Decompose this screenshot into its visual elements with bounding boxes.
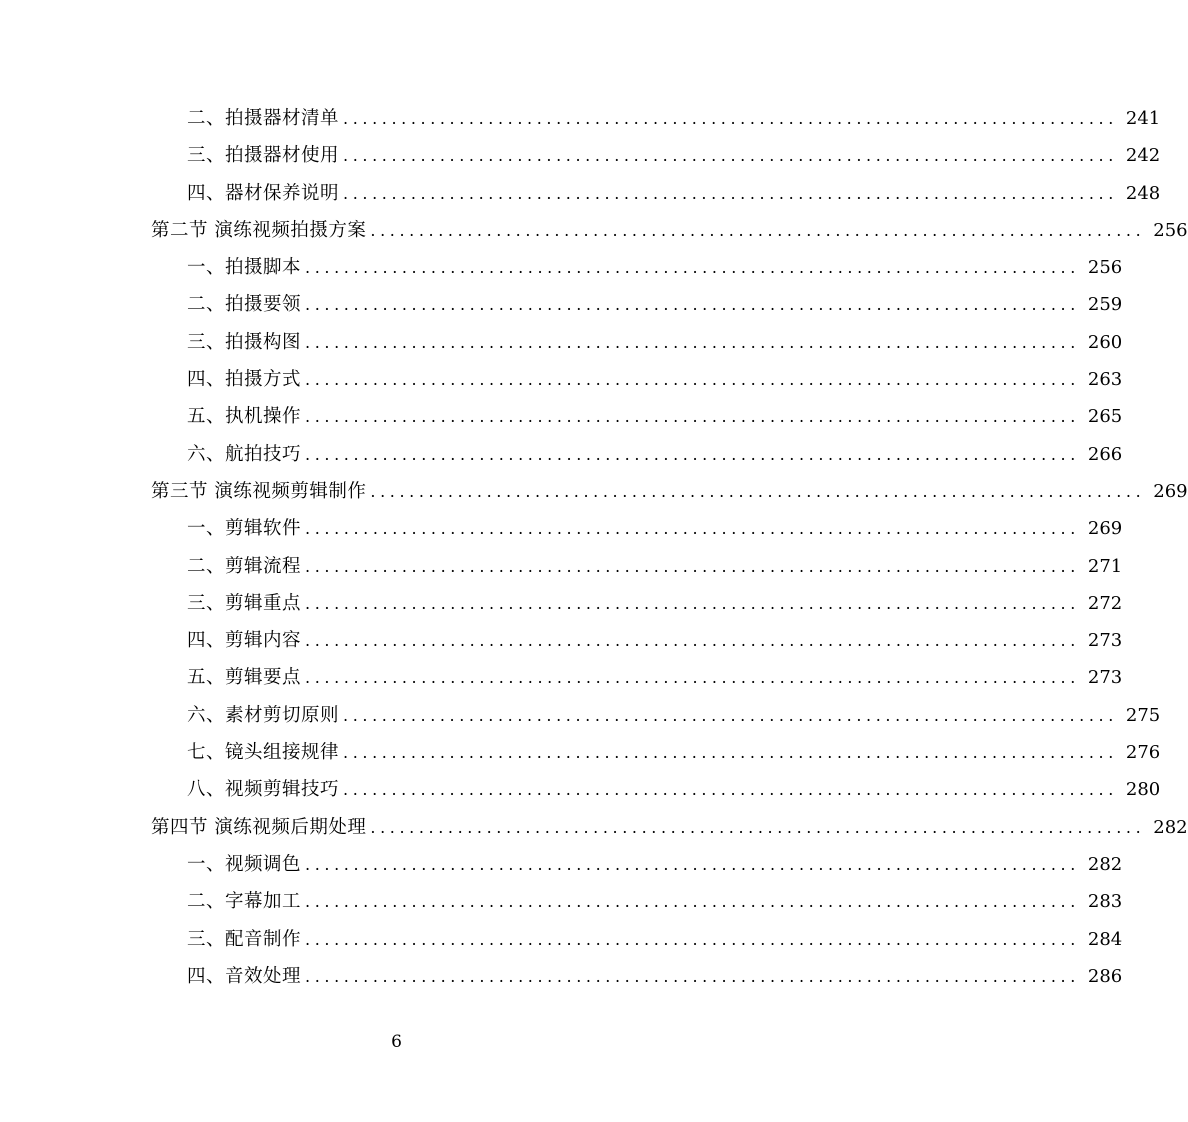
- toc-subsection-entry: [0, 921, 1123, 958]
- toc-dot-leader: ................................................................................: [343, 109, 1118, 128]
- toc-entry-page: 276: [1125, 742, 1161, 764]
- toc-entry-page: 283: [1087, 891, 1123, 913]
- toc-dot-leader: ................................................................................: [305, 854, 1080, 874]
- toc-entry-title: 三、拍摄器材使用: [187, 145, 340, 167]
- toc-entry-page: 286: [1087, 965, 1123, 987]
- toc-entry-title: 四、拍摄方式: [187, 369, 302, 391]
- toc-entry-title: 第二节 演练视频拍摄方案: [151, 219, 367, 241]
- toc-entry-page: 282: [1153, 816, 1188, 838]
- toc-entry-page: 272: [1087, 592, 1123, 614]
- toc-entry-title: 五、执机操作: [187, 406, 302, 428]
- toc-entry-page: 273: [1087, 667, 1123, 689]
- toc-subsection-entry: [0, 249, 1123, 286]
- toc-entry-page: 260: [1087, 331, 1123, 353]
- toc-entry-page: 273: [1087, 630, 1123, 652]
- toc-dot-leader: ................................................................................: [305, 295, 1080, 315]
- toc-section-entry: [0, 473, 1188, 510]
- toc-dot-leader: ................................................................................: [370, 817, 1146, 837]
- toc-dot-leader: ................................................................................: [370, 220, 1146, 240]
- toc-dot-leader: ................................................................................: [305, 892, 1080, 912]
- toc-dot-leader: ................................................................................: [343, 705, 1118, 725]
- toc-dot-leader: ................................................................................: [305, 668, 1080, 688]
- toc-dot-leader: ................................................................................: [305, 966, 1080, 986]
- toc-dot-leader: ................................................................................: [305, 593, 1080, 613]
- page-number: 6: [391, 1032, 402, 1052]
- toc-dot-leader: ................................................................................: [305, 631, 1080, 651]
- toc-dot-leader: ................................................................................: [343, 146, 1118, 166]
- toc-subsection-entry: [0, 659, 1123, 696]
- toc-dot-leader: ................................................................................: [305, 519, 1080, 539]
- toc-subsection-entry: [0, 734, 1161, 771]
- toc-entry-page: 271: [1087, 555, 1123, 577]
- toc-entry-title: 一、剪辑软件: [187, 518, 302, 540]
- toc-dot-leader: ................................................................................: [305, 556, 1080, 576]
- toc-entry-title: 二、拍摄要领: [187, 294, 302, 316]
- toc-entry-title: 一、拍摄脚本: [187, 257, 302, 279]
- toc-dot-leader: ................................................................................: [305, 444, 1080, 464]
- toc-entry-title: 四、剪辑内容: [187, 630, 302, 652]
- toc-subsection-entry: [0, 286, 1123, 323]
- toc-entry-title: 六、素材剪切原则: [187, 704, 340, 726]
- toc-subsection-entry: [0, 324, 1123, 361]
- toc-entry-page: 280: [1125, 779, 1161, 801]
- toc-dot-leader: ................................................................................: [343, 183, 1118, 203]
- toc-subsection-entry: [0, 398, 1123, 435]
- toc-subsection-entry: [0, 883, 1123, 920]
- toc-dot-leader: ................................................................................: [305, 370, 1080, 390]
- toc-dot-leader: ................................................................................: [305, 407, 1080, 427]
- toc-entry-page: 265: [1087, 406, 1123, 428]
- toc-dot-leader: ................................................................................: [305, 258, 1080, 278]
- toc-entry-title: 第三节 演练视频剪辑制作: [151, 480, 367, 502]
- toc-entry-title: 六、航拍技巧: [187, 443, 302, 465]
- toc-entry-title: 七、镜头组接规律: [187, 742, 340, 764]
- toc-entry-page: 269: [1087, 518, 1123, 540]
- toc-subsection-entry: [0, 548, 1123, 585]
- table-of-contents: [0, 100, 1188, 995]
- toc-subsection-entry: [0, 137, 1161, 174]
- toc-subsection-entry: [0, 585, 1123, 622]
- toc-section-entry: [0, 212, 1188, 249]
- toc-subsection-entry: [0, 622, 1123, 659]
- toc-entry-page: 269: [1153, 480, 1188, 502]
- toc-entry-title: 二、剪辑流程: [187, 555, 302, 577]
- toc-subsection-entry: [0, 100, 1161, 137]
- toc-entry-page: 248: [1125, 182, 1161, 204]
- toc-entry-page: 263: [1087, 369, 1123, 391]
- toc-entry-title: 四、音效处理: [187, 965, 302, 987]
- toc-subsection-entry: [0, 846, 1123, 883]
- toc-entry-page: 256: [1153, 219, 1188, 241]
- toc-subsection-entry: [0, 771, 1161, 808]
- toc-dot-leader: ................................................................................: [343, 743, 1118, 763]
- toc-subsection-entry: [0, 175, 1161, 212]
- toc-entry-page: 284: [1087, 928, 1123, 950]
- toc-dot-leader: ................................................................................: [343, 780, 1118, 800]
- toc-subsection-entry: [0, 361, 1123, 398]
- toc-entry-page: 242: [1125, 145, 1161, 167]
- toc-dot-leader: ................................................................................: [305, 929, 1080, 949]
- toc-entry-title: 三、配音制作: [187, 928, 302, 950]
- toc-entry-page: 282: [1087, 853, 1123, 875]
- toc-entry-page: 266: [1087, 443, 1123, 465]
- toc-entry-title: 三、拍摄构图: [187, 331, 302, 353]
- toc-subsection-entry: [0, 510, 1123, 547]
- toc-entry-title: 八、视频剪辑技巧: [187, 779, 340, 801]
- toc-entry-page: 259: [1087, 294, 1123, 316]
- toc-entry-page: 241: [1125, 108, 1161, 129]
- toc-entry-title: 第四节 演练视频后期处理: [151, 816, 367, 838]
- toc-subsection-entry: [0, 958, 1123, 995]
- toc-entry-title: 五、剪辑要点: [187, 667, 302, 689]
- toc-subsection-entry: [0, 436, 1123, 473]
- toc-entry-page: 275: [1125, 704, 1161, 726]
- toc-subsection-entry: [0, 697, 1161, 734]
- toc-entry-title: 二、字幕加工: [187, 891, 302, 913]
- toc-entry-title: 三、剪辑重点: [187, 592, 302, 614]
- toc-entry-title: 二、拍摄器材清单: [187, 108, 340, 129]
- toc-entry-title: 一、视频调色: [187, 853, 302, 875]
- toc-entry-title: 四、器材保养说明: [187, 182, 340, 204]
- toc-section-entry: [0, 809, 1188, 846]
- toc-entry-page: 256: [1087, 257, 1123, 279]
- toc-dot-leader: ................................................................................: [305, 332, 1080, 352]
- toc-dot-leader: ................................................................................: [370, 481, 1146, 501]
